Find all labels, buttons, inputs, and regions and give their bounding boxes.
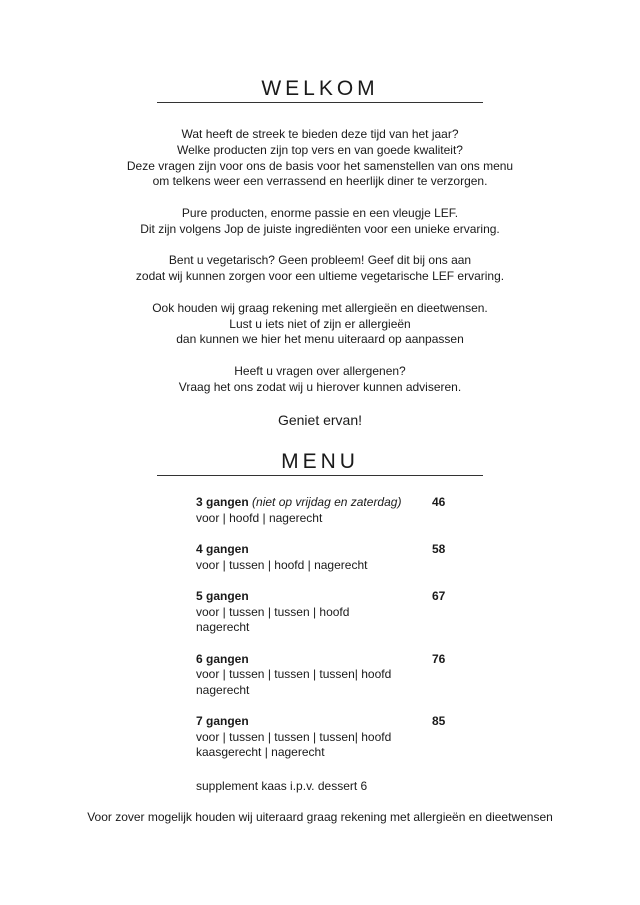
intro-paragraph: [0, 253, 640, 285]
intro-line: om telkens weer een verrassend en heerlijk diner te verzorgen.: [152, 174, 488, 189]
intro-paragraph: [0, 301, 640, 348]
intro-line: Dit zijn volgens Jop de juiste ingrediënten voor een unieke ervaring.: [140, 221, 500, 236]
intro-line: Welke producten zijn top vers en van goede kwaliteit?: [177, 142, 463, 157]
welcome-intro: [0, 127, 640, 411]
menu-item-3-gangen: [196, 495, 456, 526]
intro-line: Wat heeft de streek te bieden deze tijd van het jaar?: [181, 127, 459, 141]
menu-item-courses: voor | tussen | tussen | hoofd: [196, 604, 350, 619]
menu-item-courses: kaasgerecht | nagerecht: [196, 745, 325, 759]
menu-supplement: supplement kaas i.p.v. dessert 6: [196, 779, 368, 793]
intro-line: Pure producten, enorme passie en een vleugje LEF.: [181, 205, 459, 220]
intro-line: Deze vragen zijn voor ons de basis voor het samenstellen van ons menu: [126, 158, 514, 173]
intro-line: Bent u vegetarisch? Geen probleem! Geef dit bij ons aan: [168, 253, 472, 268]
menu-item-title: 5 gangen: [196, 589, 249, 603]
intro-paragraph: [0, 364, 640, 396]
menu-heading: MENU: [281, 450, 359, 473]
welcome-heading: WELKOM: [261, 77, 379, 100]
welcome-divider: [157, 102, 483, 103]
menu-item-price: 46: [432, 495, 446, 509]
intro-paragraph: [0, 127, 640, 190]
intro-line: Heeft u vragen over allergenen?: [234, 363, 406, 378]
menu-item-price: 76: [432, 651, 446, 666]
intro-line: Lust u iets niet of zijn er allergieën: [229, 316, 411, 331]
menu-item-price: 58: [432, 542, 446, 556]
menu-item-7-gangen: [196, 714, 456, 761]
intro-line: Vraag het ons zodat wij u hierover kunnen adviseren.: [178, 379, 462, 394]
menu-item-4-gangen: [196, 542, 456, 573]
menu-item-title: 4 gangen: [196, 542, 249, 556]
menu-item-courses: voor | tussen | tussen | tussen| hoofd: [196, 729, 392, 744]
intro-line: zodat wij kunnen zorgen voor een ultieme vegetarische LEF ervaring.: [135, 269, 505, 284]
menu-item-5-gangen: [196, 589, 456, 636]
intro-paragraph: [0, 206, 640, 238]
footer-note: Voor zover mogelijk houden wij uiteraard graag rekening met allergieën en dieetwensen: [87, 810, 553, 824]
menu-item-note: (niet op vrijdag en zaterdag): [252, 495, 402, 509]
menu-item-courses: nagerecht: [196, 620, 250, 634]
menu-item-price: 67: [432, 589, 446, 603]
menu-item-courses: voor | tussen | hoofd | nagerecht: [196, 557, 368, 572]
menu-item-title: 6 gangen: [196, 651, 249, 666]
menu-item-title: 7 gangen: [196, 714, 249, 728]
menu-item-courses: voor | tussen | tussen | tussen| hoofd: [196, 667, 392, 681]
intro-line: Ook houden wij graag rekening met allergieën en dieetwensen.: [152, 300, 488, 315]
intro-line: dan kunnen we hier het menu uiteraard op aanpassen: [176, 332, 464, 347]
menu-item-6-gangen: [196, 652, 456, 699]
menu-list: [196, 495, 456, 777]
menu-item-courses: voor | hoofd | nagerecht: [196, 510, 323, 525]
menu-item-courses: nagerecht: [196, 682, 250, 697]
menu-item-price: 85: [432, 714, 446, 728]
menu-item-title: 3 gangen: [196, 495, 249, 509]
menu-divider: [157, 475, 483, 476]
welcome-closing: Geniet ervan!: [277, 412, 363, 428]
